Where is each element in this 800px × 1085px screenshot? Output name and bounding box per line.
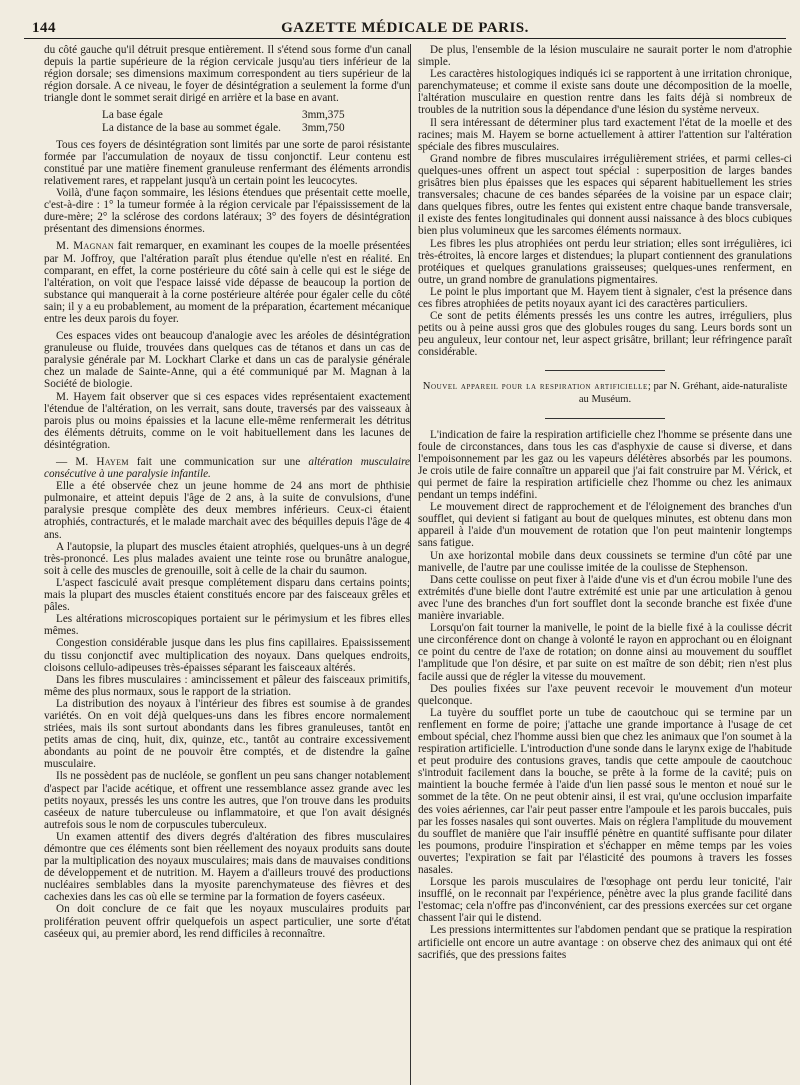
paragraph: Ces espaces vides ont beaucoup d'analogie avec les aréoles de désintégration granuleuse ou fluide, trouvées dans quelques cas de tétanos et dans un cas de paralysie générale par M. Lockhart Clarke et dans un cas de paralysie générale chez un malade de Sainte-Anne, qui a été communiqué par M. Magnan à la Société de biologie. bbox=[44, 330, 410, 391]
left-column bbox=[44, 44, 410, 1085]
section-separator bbox=[545, 418, 665, 419]
communication-topic: altération musculaire consécutive à une paralysie infantile. bbox=[44, 456, 410, 481]
journal-title: GAZETTE MÉDICALE DE PARIS. bbox=[281, 20, 529, 36]
paragraph: Le mouvement direct de rapprochement et de l'éloignement des branches d'un soufflet, qui devient si fatigant au bout de quelques minutes, est obtenu dans mon appareil à l'aide d'un mouvement de rotation que l'on peut maintenir longtemps sans fatigue. bbox=[418, 501, 792, 550]
paragraph: Dans cette coulisse on peut fixer à l'aide d'une vis et d'un écrou mobile l'une des extrémités d'une bielle dont l'autre extrémité est unie par une articulation à genou avec l'une des branches d'un fort soufflet dont la seconde branche est fixée d'une manière invariable. bbox=[418, 573, 792, 623]
paragraph: du côté gauche qu'il détruit presque entièrement. Il s'étend sous forme d'un canal depuis la partie supérieure de la région cervicale jusqu'au tiers inférieur de la région dorsale; ses dimensions maximum correspondent au tiers supérieur de la région dorsale. A ce niveau, le foyer de désintégration a seulement la forme d'un triangle dont le sommet serait dirigé en arrière et la base en avant. bbox=[44, 44, 410, 105]
measurement-value: 3mm,750 bbox=[302, 121, 345, 134]
text-columns bbox=[24, 44, 790, 1085]
paragraph: Lorsqu'on fait tourner la manivelle, le point de la bielle fixé à la coulisse décrit une circonférence dont on change à volonté le rayon en approchant ou en éloignant ce point du centre de l'axe de rotation; on donne ainsi au mouvement du soufflet l'amplitude que l'on désire, et par suite on est maître de son débit; rien n'est plus facile aussi que de régler la vitesse du mouvement. bbox=[418, 622, 792, 683]
paragraph: Dans les fibres musculaires : amincissement et pâleur des faisceaux primitifs, même des plus normaux, sous le rapport de la striation. bbox=[44, 673, 410, 698]
paragraph: Ce sont de petits éléments pressés les uns contre les autres, irréguliers, plus petits ou à peine aussi gros que des globules rouges du sang. Leurs bords sont un peu anguleux, leur contour net, leur aspect grisâtre, brillant; leur réfringence paraît considérable. bbox=[418, 310, 792, 359]
speaker-name: Hayem bbox=[96, 456, 129, 468]
paragraph: Un axe horizontal mobile dans deux coussinets se termine d'un côté par une manivelle, de l'autre par une coulisse imitée de la coulisse de Stephenson. bbox=[418, 549, 792, 574]
paragraph-text: fait une communication sur une bbox=[128, 456, 309, 468]
measurement-value: 3mm,375 bbox=[302, 109, 345, 122]
measurement-row bbox=[44, 122, 410, 134]
paragraph bbox=[44, 240, 410, 325]
paragraph: A l'autopsie, la plupart des muscles étaient atrophiés, quelques-uns à un degré très-prononcé. Les plus malades avaient une teinte rose ou brunâtre analogue, soit à celle des muscles de grenouille, soit à celle de la chair du saumon. bbox=[44, 540, 410, 577]
paragraph: Ils ne possèdent pas de nucléole, se gonflent un peu sans changer notablement d'aspect par l'acide acétique, et offrent une ressemblance assez grande avec les petits noyaux, pressés les uns contre les autres, que l'on trouve dans les produits caséeux de nature tuberculeuse ou inflammatoire, et que l'on avait désignés autrefois sous le nom de corpuscules tuberculeux. bbox=[44, 770, 410, 831]
dash: — M. bbox=[56, 456, 97, 468]
paragraph: Voilà, d'une façon sommaire, les lésions étendues que présentait cette moelle, c'est-à-dire : 1° la tumeur formée à la région cervicale par l'épaississement de la dure-mère; 2° la sclérose des cordons latéraux; 3° des foyers de désintégration présentant des dimensions énormes. bbox=[44, 187, 410, 236]
paragraph: Le point le plus important que M. Hayem tient à signaler, c'est la présence dans ces fibres atrophiées de petits noyaux ayant ici des caractères particuliers. bbox=[418, 285, 792, 310]
paragraph: La distribution des noyaux à l'intérieur des fibres est soumise à de grandes variétés. On en voit déjà quelques-uns dans les fibres encore normalement striées, mais ils sont surtout abondants dans les fibres granuleuses, tantôt en petits amas de cinq, huit, dix, quinze, etc., tantôt au contraire excessivement abondants au point de ne pouvoir être comptés, et de distendre la gaîne musculaire. bbox=[44, 697, 410, 771]
paragraph: De plus, l'ensemble de la lésion musculaire ne saurait porter le nom d'atrophie simple. bbox=[418, 44, 792, 69]
article-title-author: ; par N. Gréhant, aide-naturaliste au Muséum. bbox=[578, 381, 788, 405]
section-separator bbox=[545, 370, 665, 371]
paragraph: Des poulies fixées sur l'axe peuvent recevoir le mouvement d'un moteur quelconque. bbox=[418, 682, 792, 707]
article-title bbox=[422, 381, 788, 405]
paragraph: Elle a été observée chez un jeune homme de 24 ans mort de phthisie pulmonaire, et atteint depuis l'âge de 2 ans, à la suite de convulsions, d'une paralysie presque complète des deux membres inférieurs. Ceux-ci étaient atrophiés, contracturés, et le malade marchait avec des béquilles depuis l'âge de 4 ans. bbox=[44, 480, 410, 541]
paragraph: L'aspect fasciculé avait presque complétement disparu dans certains points; mais la plupart des muscles étaient constitués encore par des faisceaux grêles et pâles. bbox=[44, 576, 410, 614]
paragraph: L'indication de faire la respiration artificielle chez l'homme se présente dans une foule de circonstances, dans tous les cas d'asphyxie de cause si diverse, et dans l'empoisonnement par les gaz ou les vapeurs délétères absorbés par les poumons. Je crois utile de faire connaître un appareil que j'ai fait construire par M. Vérick, et qui permet de faire la respiration artificielle chez l'homme ou chez les animaux pendant un temps indéfini. bbox=[418, 428, 792, 502]
paragraph: On doit conclure de ce fait que les noyaux musculaires produits par prolifération peuvent offrir quelquefois un aspect particulier, une sorte d'état caséeux qui, au premier abord, les rend difficiles à reconnaître. bbox=[44, 903, 410, 940]
paragraph: Les pressions intermittentes sur l'abdomen pendant que se pratique la respiration artificielle ont encore un autre avantage : on observe chez des animaux qui ont été sacrifiés, que des pressions faites bbox=[418, 924, 792, 961]
speaker-name: M. Magnan bbox=[56, 240, 114, 253]
page-header bbox=[24, 14, 786, 39]
paragraph: Lorsque les parois musculaires de l'œsophage ont perdu leur tonicité, l'air insufflé, on le reconnait par l'expérience, pénètre avec la plus grande facilité dans l'estomac; cela n'offre pas d'inconvénient, car des pressions exercées sur cet organe chassent l'air qui le distend. bbox=[418, 876, 792, 925]
paragraph-text: fait remarquer, en examinant les coupes de la moelle présentées par M. Joffroy, que l'altération paraît plus étendue qu'elle n'est en réalité. En comparant, en effet, la corne postérieure du côté sain à celle qui est le siége de l'altération, on voit que l'espace laissé vide dépasse de beaucoup la portion de substance qui manquerait à la corne postérieure altérée pour égaler celle du côté sain; il y a eu probablement, au moment de la préparation, écartement mécanique entre les deux parois du foyer. bbox=[44, 240, 410, 325]
page-number: 144 bbox=[32, 20, 56, 36]
measurement-label: La base égale bbox=[102, 109, 163, 122]
article-title-main: Nouvel appareil pour la respiration artificielle bbox=[422, 381, 648, 393]
measurement-label: La distance de la base au sommet égale. bbox=[102, 121, 281, 134]
paragraph: La tuyère du soufflet porte un tube de caoutchouc qui se termine par un renflement en forme de poire; j'attache une grande importance à l'usage de cet embout spécial, chez l'homme aussi bien que chez les animaux que l'on soumet à la respiration artificielle. L'introduction d'une sonde dans le larynx exige de l'habitude et peut produire des contusions graves, tandis que cette ampoule de caoutchouc s'introduit facilement dans la bouche, se prête à la forme de la cavité; puis on maintient la bouche fermée à l'aide d'un lien passé sous le menton et noué sur le sommet de la tête. On ne peut obtenir ainsi, il est vrai, qu'une occlusion imparfaite des voies aériennes, car l'air peut passer entre l'ampoule et les parois buccales, puis par les fosses nasales qui sont ouvertes. Mais on réglera l'amplitude du mouvement du soufflet de manière que l'air insufflé pénètre en quantité suffisante pour dilater les poumons, produire l'inspiration et s'échapper en même temps par les voies ouvertes; l'expiration se fait par l'élasticité des poumons à travers les fosses nasales. bbox=[418, 706, 792, 876]
paragraph: Les fibres les plus atrophiées ont perdu leur striation; elles sont irrégulières, ici très-étroites, là encore larges et distendues; la plupart contiennent des granulations protéiques et quelques granulations graisseuses; quelques-unes renferment, en outre, un grand nombre de granulations pigmentaires. bbox=[418, 237, 792, 286]
paragraph: Il sera intéressant de déterminer plus tard exactement l'état de la moelle et des racines; mais M. Hayem se borne actuellement à attirer l'attention sur l'altération spéciale des fibres musculaires. bbox=[418, 116, 792, 153]
paragraph: Congestion considérable jusque dans les plus fins capillaires. Epaississement du tissu conjonctif avec multiplication des noyaux. Dans quelques endroits, cloisons cellulo-adipeuses très-épaisses séparant les faisceaux altérés. bbox=[44, 637, 410, 674]
paragraph: Les caractères histologiques indiqués ici se rapportent à une irritation chronique, parenchymateuse; et comme il existe sans doute une décomposition de la moelle, l'altération musculaire en question rentre dans les faits déjà si nombreux de troubles de la nutrition sous la dépendance d'une lésion du système nerveux. bbox=[418, 68, 792, 117]
right-column bbox=[410, 44, 792, 1085]
paragraph: Grand nombre de fibres musculaires irrégulièrement striées, et parmi celles-ci quelques-unes offrent un aspect tout spécial : superposition de larges bandes grisâtres bien plus épaisses que les espaces qui séparent habituellement les stries transversales; chacune de ces bandes séparées de la voisine par un espace clair; dans quelques fibres, outre les fentes qui existent entre chaque bande transversale, il existe des fentes longitudinales qui donnent aussi naissance à des blocs cubiques bien plus volumineux que les sarcomes éléments normaux. bbox=[418, 152, 792, 238]
paragraph: Tous ces foyers de désintégration sont limités par une sorte de paroi résistante formée par l'accumulation de noyaux de tissu conjonctif. Leur contenu est constitué par une matière finement granuleuse renfermant des éléments arrondis relativement rares, et rappelant jusqu'à un certain point les leucocytes. bbox=[44, 138, 410, 187]
communication-heading bbox=[44, 456, 410, 480]
paragraph: Les altérations microscopiques portaient sur le périmysium et les fibres elles mêmes. bbox=[44, 613, 410, 638]
paragraph: Un examen attentif des divers degrés d'altération des fibres musculaires démontre que ces éléments sont bien réellement des noyaux produits sans doute par la multiplication des noyaux musculaires; mais dans de mauvaises conditions de développement et de nutrition. M. Hayem a d'ailleurs trouvé des productions nucléaires semblables dans la myosite parenchymateuse des fièvres et des cachexies dans les cas où elle se termine par la formation de foyers caséeux. bbox=[44, 830, 410, 904]
measurement-row bbox=[44, 109, 410, 121]
paragraph: M. Hayem fait observer que si ces espaces vides représentaient exactement l'étendue de l'altération, on les verrait, sans doute, traversés par des vaisseaux à parois plus ou moins épaissies et la lacune elle-même renfermerait les détritus des éléments détruits, comme on le voit habituellement dans les lacunes de désintégration. bbox=[44, 390, 410, 451]
